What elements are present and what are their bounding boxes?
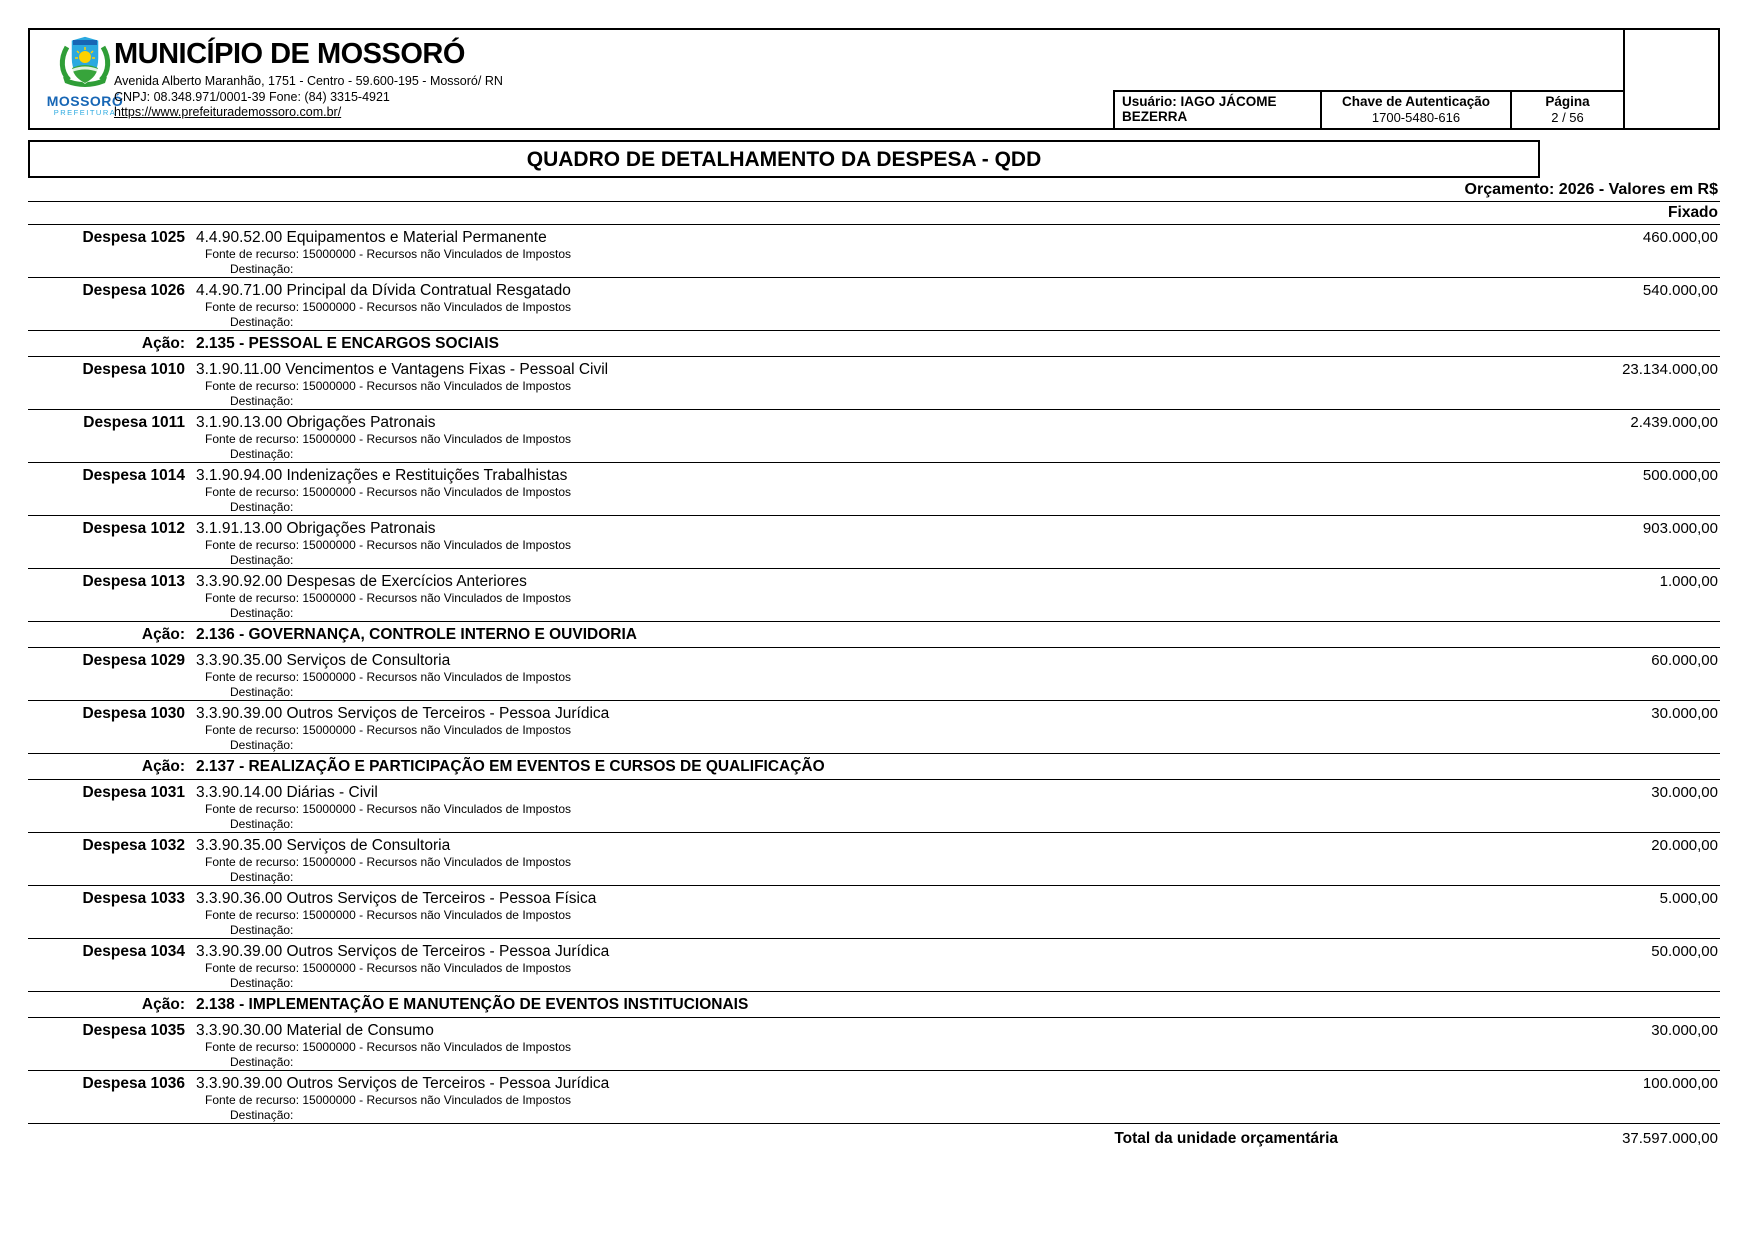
despesa-value: 1.000,00 [1659,573,1718,590]
despesa-description: 3.3.90.39.00 Outros Serviços de Terceiros - Pessoa Jurídica [196,1075,610,1092]
despesa-main-line [28,704,1720,723]
acao-row [28,331,1720,357]
despesa-row [28,410,1720,463]
despesa-value: 5.000,00 [1659,890,1718,907]
despesa-value: 60.000,00 [1651,652,1718,669]
acao-label: Ação: [141,757,185,775]
despesa-label: Despesa 1013 [82,573,185,590]
despesa-description: 3.3.90.92.00 Despesas de Exercícios Anteriores [196,573,527,590]
despesa-label: Despesa 1033 [82,890,185,907]
destinacao-line: Destinação: [230,262,294,276]
acao-description: 2.137 - REALIZAÇÃO E PARTICIPAÇÃO EM EVENTOS E CURSOS DE QUALIFICAÇÃO [196,757,825,775]
despesa-value: 2.439.000,00 [1630,414,1718,431]
despesa-value: 20.000,00 [1651,837,1718,854]
despesa-description: 3.1.91.13.00 Obrigações Patronais [196,520,436,537]
address-line: Avenida Alberto Maranhão, 1751 - Centro - 59.600-195 - Mossoró/ RN [114,74,503,88]
report-title-band [28,140,1540,178]
despesa-value: 23.134.000,00 [1622,361,1718,378]
despesa-value: 460.000,00 [1642,229,1718,246]
fonte-recurso-line: Fonte de recurso: 15000000 - Recursos não Vinculados de Impostos [205,300,571,314]
acao-label: Ação: [141,995,185,1013]
despesa-row [28,516,1720,569]
header-empty-box [1625,28,1720,130]
report-title: QUADRO DE DETALHAMENTO DA DESPESA - QDD [526,148,1042,171]
despesa-main-line [28,651,1720,670]
crest-icon [54,34,116,90]
despesa-value: 500.000,00 [1642,467,1718,484]
despesa-description: 4.4.90.52.00 Equipamentos e Material Permanente [196,229,547,246]
logo-subtitle: PREFEITURA [53,108,117,117]
destinacao-line: Destinação: [230,394,294,408]
total-value: 37.597.000,00 [1622,1130,1718,1147]
despesa-main-line [28,466,1720,485]
website-link[interactable]: https://www.prefeiturademossoro.com.br/ [114,105,342,119]
destinacao-line: Destinação: [230,315,294,329]
despesa-row [28,833,1720,886]
fonte-recurso-line: Fonte de recurso: 15000000 - Recursos não Vinculados de Impostos [205,485,571,499]
despesa-main-line [28,413,1720,432]
despesa-main-line [28,572,1720,591]
header-identity [114,38,503,121]
despesa-label: Despesa 1036 [82,1075,185,1092]
fonte-recurso-line: Fonte de recurso: 15000000 - Recursos não Vinculados de Impostos [205,908,571,922]
user-cell [1113,90,1320,128]
acao-row [28,754,1720,780]
despesa-main-line [28,360,1720,379]
fonte-recurso-line: Fonte de recurso: 15000000 - Recursos não Vinculados de Impostos [205,723,571,737]
despesa-row [28,278,1720,331]
page-label: Página [1545,94,1590,109]
destinacao-line: Destinação: [230,1055,294,1069]
despesa-label: Despesa 1014 [82,467,185,484]
fonte-recurso-line: Fonte de recurso: 15000000 - Recursos não Vinculados de Impostos [205,1093,571,1107]
header-info-cells [1113,90,1623,128]
despesa-label: Despesa 1035 [82,1022,185,1039]
despesa-main-line [28,1074,1720,1093]
destinacao-line: Destinação: [230,817,294,831]
destinacao-line: Destinação: [230,685,294,699]
fonte-recurso-line: Fonte de recurso: 15000000 - Recursos não Vinculados de Impostos [205,432,571,446]
destinacao-line: Destinação: [230,738,294,752]
fonte-recurso-line: Fonte de recurso: 15000000 - Recursos não Vinculados de Impostos [205,538,571,552]
budget-year-line: Orçamento: 2026 - Valores em R$ [28,180,1720,202]
acao-label: Ação: [141,334,185,352]
despesa-row [28,886,1720,939]
despesa-row [28,648,1720,701]
despesa-label: Despesa 1034 [82,943,185,960]
despesa-label: Despesa 1030 [82,705,185,722]
acao-description: 2.135 - PESSOAL E ENCARGOS SOCIAIS [196,334,499,352]
despesa-main-line [28,942,1720,961]
report-body [28,180,1720,1148]
destinacao-line: Destinação: [230,923,294,937]
despesa-row [28,569,1720,622]
despesa-value: 30.000,00 [1651,784,1718,801]
user-label: Usuário: IAGO JÁCOME BEZERRA [1122,94,1277,124]
destinacao-line: Destinação: [230,500,294,514]
despesa-description: 3.3.90.14.00 Diárias - Civil [196,784,378,801]
despesa-description: 3.3.90.35.00 Serviços de Consultoria [196,837,451,854]
despesa-description: 3.1.90.13.00 Obrigações Patronais [196,414,436,431]
fonte-recurso-line: Fonte de recurso: 15000000 - Recursos não Vinculados de Impostos [205,961,571,975]
acao-description: 2.136 - GOVERNANÇA, CONTROLE INTERNO E OUVIDORIA [196,625,637,643]
fonte-recurso-line: Fonte de recurso: 15000000 - Recursos não Vinculados de Impostos [205,802,571,816]
fonte-recurso-line: Fonte de recurso: 15000000 - Recursos não Vinculados de Impostos [205,591,571,605]
despesa-main-line [28,889,1720,908]
destinacao-line: Destinação: [230,870,294,884]
despesa-description: 3.1.90.94.00 Indenizações e Restituições Trabalhistas [196,467,568,484]
despesa-main-line [28,519,1720,538]
acao-description: 2.138 - IMPLEMENTAÇÃO E MANUTENÇÃO DE EVENTOS INSTITUCIONAIS [196,995,749,1013]
acao-label: Ação: [141,625,185,643]
acao-row [28,622,1720,648]
destinacao-line: Destinação: [230,606,294,620]
despesa-description: 3.3.90.39.00 Outros Serviços de Terceiros - Pessoa Jurídica [196,943,610,960]
auth-key-label: Chave de Autenticação [1341,94,1491,109]
despesa-row [28,463,1720,516]
destinacao-line: Destinação: [230,447,294,461]
column-header-fixado: Fixado [28,202,1720,225]
despesa-description: 3.1.90.11.00 Vencimentos e Vantagens Fixas - Pessoal Civil [196,361,609,378]
despesa-value: 30.000,00 [1651,1022,1718,1039]
fonte-recurso-line: Fonte de recurso: 15000000 - Recursos não Vinculados de Impostos [205,379,571,393]
auth-key-value: 1700-5480-616 [1371,110,1461,125]
despesa-row [28,1018,1720,1071]
despesa-label: Despesa 1026 [82,282,185,299]
page-number: 2 / 56 [1551,110,1584,125]
auth-key-cell [1320,90,1510,128]
despesa-main-line [28,281,1720,300]
despesa-value: 30.000,00 [1651,705,1718,722]
despesa-main-line [28,228,1720,247]
total-row [28,1124,1720,1148]
cnpj-phone-line: CNPJ: 08.348.971/0001-39 Fone: (84) 3315-4921 [114,89,390,104]
despesa-label: Despesa 1012 [82,520,185,537]
table-body [28,225,1720,1124]
despesa-row [28,939,1720,992]
despesa-description: 3.3.90.39.00 Outros Serviços de Terceiros - Pessoa Jurídica [196,705,610,722]
total-label: Total da unidade orçamentária [1114,1130,1338,1147]
despesa-label: Despesa 1011 [83,414,185,431]
fonte-recurso-line: Fonte de recurso: 15000000 - Recursos não Vinculados de Impostos [205,247,571,261]
despesa-main-line [28,836,1720,855]
despesa-value: 50.000,00 [1651,943,1718,960]
logo-wordmark: MOSSORÓ [46,93,124,109]
despesa-description: 3.3.90.36.00 Outros Serviços de Terceiros - Pessoa Física [196,890,597,907]
despesa-description: 3.3.90.30.00 Material de Consumo [196,1022,434,1039]
despesa-row [28,1071,1720,1124]
despesa-label: Despesa 1031 [82,784,185,801]
despesa-main-line [28,1021,1720,1040]
destinacao-line: Destinação: [230,553,294,567]
despesa-main-line [28,783,1720,802]
despesa-value: 540.000,00 [1642,282,1718,299]
despesa-description: 3.3.90.35.00 Serviços de Consultoria [196,652,451,669]
fonte-recurso-line: Fonte de recurso: 15000000 - Recursos não Vinculados de Impostos [205,1040,571,1054]
page-cell [1510,90,1623,128]
despesa-label: Despesa 1010 [82,361,185,378]
header-box [28,28,1625,130]
despesa-row [28,780,1720,833]
destinacao-line: Destinação: [230,1108,294,1122]
despesa-label: Despesa 1029 [82,652,185,669]
despesa-value: 903.000,00 [1642,520,1718,537]
despesa-row [28,357,1720,410]
fonte-recurso-line: Fonte de recurso: 15000000 - Recursos não Vinculados de Impostos [205,855,571,869]
despesa-label: Despesa 1025 [82,229,185,246]
municipality-name: MUNICÍPIO DE MOSSORÓ [114,38,465,70]
acao-row [28,992,1720,1018]
destinacao-line: Destinação: [230,976,294,990]
fonte-recurso-line: Fonte de recurso: 15000000 - Recursos não Vinculados de Impostos [205,670,571,684]
header [28,28,1720,130]
despesa-label: Despesa 1032 [82,837,185,854]
despesa-row [28,225,1720,278]
despesa-description: 4.4.90.71.00 Principal da Dívida Contratual Resgatado [196,282,571,299]
despesa-row [28,701,1720,754]
despesa-value: 100.000,00 [1642,1075,1718,1092]
